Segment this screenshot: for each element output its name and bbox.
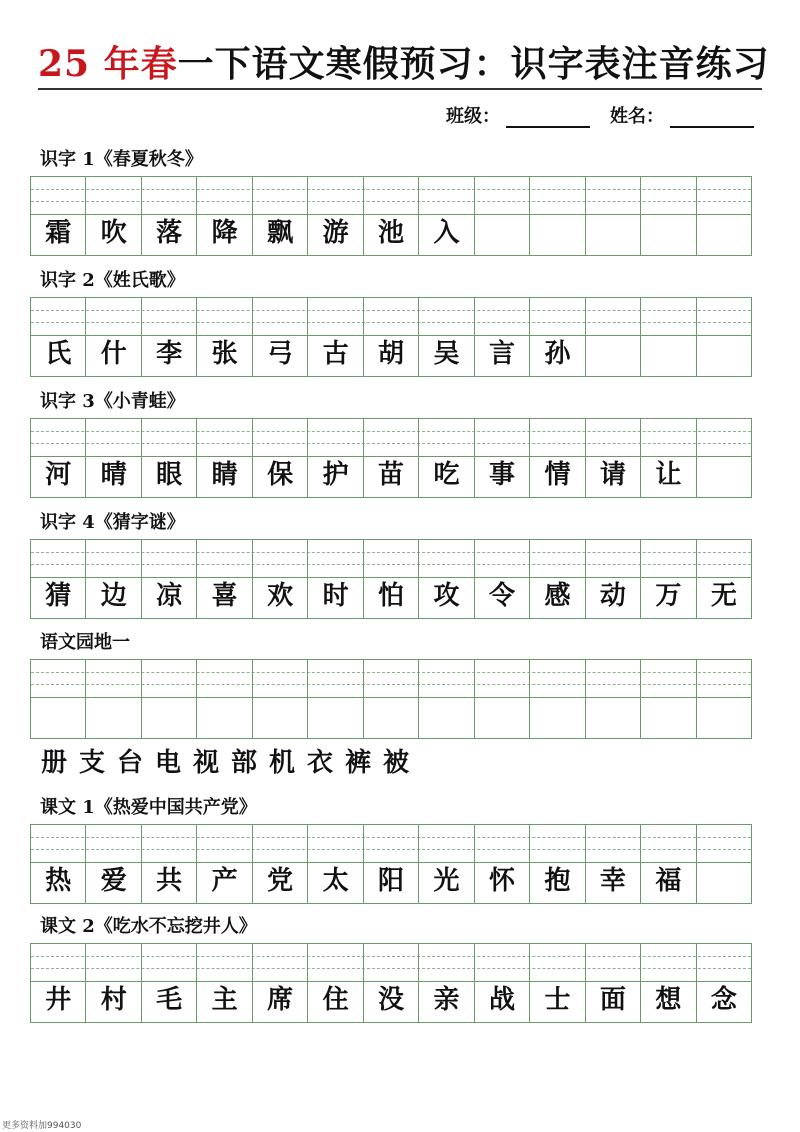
- grid-cells: [31, 825, 751, 903]
- hanzi-char: 令: [488, 581, 515, 611]
- title-text: 一下语文寒假预习：识字表注音练习: [177, 43, 770, 85]
- hanzi-char: 光: [433, 866, 460, 896]
- footer-note: 更多资料加994030: [2, 1121, 82, 1131]
- hanzi-char: 毛: [156, 985, 183, 1015]
- name-blank[interactable]: [670, 108, 754, 128]
- grid-cells: [31, 944, 751, 1022]
- grid-cell[interactable]: [253, 944, 308, 1022]
- title-year: 25 年春: [38, 43, 178, 85]
- grid-cells: [31, 660, 751, 738]
- grid-cell[interactable]: [31, 540, 86, 618]
- hanzi-char: 热: [45, 866, 72, 896]
- hanzi-char: 吹: [100, 218, 127, 248]
- section-label: 识字 2《姓氏歌》: [40, 270, 185, 291]
- grid-cell[interactable]: [641, 540, 696, 618]
- hanzi-char: 凉: [156, 581, 183, 611]
- section-label: 识字 1《春夏秋冬》: [40, 149, 203, 170]
- loose-char: 被: [382, 748, 409, 778]
- hanzi-char: 喜: [211, 581, 238, 611]
- writing-grid: [30, 824, 752, 904]
- grid-cell[interactable]: [308, 298, 363, 376]
- hanzi-char: 张: [211, 339, 238, 369]
- hanzi-char: 吃: [433, 460, 460, 490]
- hanzi-char: 池: [378, 218, 405, 248]
- hanzi-char: 保: [267, 460, 294, 490]
- grid-cell[interactable]: [86, 660, 141, 738]
- grid-cell[interactable]: [475, 298, 530, 376]
- hanzi-char: 霜: [45, 218, 72, 248]
- grid-cell[interactable]: [586, 419, 641, 497]
- hanzi-char: [475, 698, 529, 734]
- grid-cell[interactable]: [142, 825, 197, 903]
- hanzi-char: [586, 336, 640, 372]
- grid-cell[interactable]: [197, 177, 252, 255]
- grid-cell[interactable]: [142, 540, 197, 618]
- hanzi-char: 氏: [45, 339, 72, 369]
- hanzi-char: 抱: [544, 866, 571, 896]
- grid-cell[interactable]: [530, 419, 585, 497]
- grid-cell[interactable]: [308, 660, 363, 738]
- grid-cell[interactable]: [142, 298, 197, 376]
- grid-cell[interactable]: [308, 177, 363, 255]
- hanzi-char: 阳: [378, 866, 405, 896]
- grid-cell[interactable]: [475, 177, 530, 255]
- section-label: 课文 2《吃水不忘挖井人》: [40, 916, 257, 937]
- hanzi-char: [641, 215, 695, 251]
- grid-cell[interactable]: [475, 825, 530, 903]
- hanzi-char: 睛: [211, 460, 238, 490]
- hanzi-char: 吴: [433, 339, 460, 369]
- hanzi-char: 念: [710, 985, 737, 1015]
- section-label: 课文 1《热爱中国共产党》: [40, 797, 257, 818]
- grid-cell[interactable]: [364, 298, 419, 376]
- hanzi-char: [308, 698, 362, 734]
- grid-cell[interactable]: [586, 944, 641, 1022]
- hanzi-char: 怀: [488, 866, 515, 896]
- section-label: 语文园地一: [40, 632, 130, 653]
- hanzi-char: 席: [267, 985, 294, 1015]
- grid-cell[interactable]: [197, 825, 252, 903]
- loose-char: 视: [192, 748, 219, 778]
- hanzi-char: [364, 698, 418, 734]
- hanzi-char: 士: [544, 985, 571, 1015]
- class-blank[interactable]: [506, 108, 590, 128]
- hanzi-char: 想: [655, 985, 682, 1015]
- grid-cell[interactable]: [197, 944, 252, 1022]
- grid-cell[interactable]: [697, 660, 751, 738]
- grid-cells: [31, 298, 751, 376]
- grid-cell[interactable]: [586, 660, 641, 738]
- grid-cell[interactable]: [253, 298, 308, 376]
- grid-cell[interactable]: [419, 660, 474, 738]
- writing-grid: [30, 297, 752, 377]
- hanzi-char: 落: [156, 218, 183, 248]
- hanzi-char: 河: [45, 460, 72, 490]
- loose-char-row: [40, 742, 410, 779]
- grid-cell[interactable]: [197, 540, 252, 618]
- hanzi-char: [697, 698, 751, 734]
- grid-cell[interactable]: [641, 660, 696, 738]
- grid-cell[interactable]: [530, 540, 585, 618]
- grid-cell[interactable]: [641, 419, 696, 497]
- grid-cell[interactable]: [364, 419, 419, 497]
- grid-cell[interactable]: [364, 540, 419, 618]
- grid-cell[interactable]: [419, 825, 474, 903]
- grid-cell[interactable]: [31, 419, 86, 497]
- grid-cell[interactable]: [586, 540, 641, 618]
- grid-cell[interactable]: [697, 944, 751, 1022]
- hanzi-char: 胡: [378, 339, 405, 369]
- hanzi-char: 主: [211, 985, 238, 1015]
- grid-cell[interactable]: [31, 298, 86, 376]
- grid-cell[interactable]: [308, 944, 363, 1022]
- hanzi-char: [697, 863, 751, 899]
- grid-cell[interactable]: [586, 177, 641, 255]
- grid-cell[interactable]: [475, 419, 530, 497]
- hanzi-char: 村: [100, 985, 127, 1015]
- grid-cell[interactable]: [308, 540, 363, 618]
- hanzi-char: 事: [488, 460, 515, 490]
- hanzi-char: 眼: [156, 460, 183, 490]
- hanzi-char: 爱: [100, 866, 127, 896]
- grid-cell[interactable]: [86, 177, 141, 255]
- hanzi-char: 住: [322, 985, 349, 1015]
- hanzi-char: 晴: [100, 460, 127, 490]
- hanzi-char: 降: [211, 218, 238, 248]
- hanzi-char: 井: [45, 985, 72, 1015]
- hanzi-char: 战: [488, 985, 515, 1015]
- writing-grid: [30, 659, 752, 739]
- grid-cell[interactable]: [142, 177, 197, 255]
- grid-cell[interactable]: [530, 298, 585, 376]
- section-label: 识字 4《猜字谜》: [40, 512, 185, 533]
- hanzi-char: 什: [100, 339, 127, 369]
- grid-cell[interactable]: [86, 419, 141, 497]
- loose-char: 衣: [306, 748, 333, 778]
- section-label: 识字 3《小青蛙》: [40, 391, 185, 412]
- page-title: [38, 36, 770, 86]
- grid-cell[interactable]: [641, 177, 696, 255]
- grid-cell[interactable]: [697, 298, 751, 376]
- grid-cell[interactable]: [475, 540, 530, 618]
- hanzi-char: 游: [322, 218, 349, 248]
- hanzi-char: 李: [156, 339, 183, 369]
- grid-cell[interactable]: [86, 298, 141, 376]
- hanzi-char: 产: [211, 866, 238, 896]
- grid-cell[interactable]: [86, 825, 141, 903]
- writing-grid: [30, 418, 752, 498]
- grid-cell[interactable]: [253, 540, 308, 618]
- grid-cell[interactable]: [142, 660, 197, 738]
- hanzi-char: 亲: [433, 985, 460, 1015]
- hanzi-char: 欢: [267, 581, 294, 611]
- grid-cell[interactable]: [364, 825, 419, 903]
- grid-cell[interactable]: [364, 177, 419, 255]
- grid-cell[interactable]: [308, 825, 363, 903]
- grid-cell[interactable]: [475, 944, 530, 1022]
- grid-cells: [31, 177, 751, 255]
- grid-cell[interactable]: [86, 944, 141, 1022]
- grid-cells: [31, 540, 751, 618]
- loose-char: 机: [268, 748, 295, 778]
- hanzi-char: 共: [156, 866, 183, 896]
- grid-cell[interactable]: [419, 540, 474, 618]
- hanzi-char: [697, 215, 751, 251]
- name-label: 姓名：: [610, 106, 664, 127]
- grid-cell[interactable]: [31, 825, 86, 903]
- hanzi-char: 情: [544, 460, 571, 490]
- grid-cell[interactable]: [586, 298, 641, 376]
- grid-cell[interactable]: [31, 660, 86, 738]
- hanzi-char: 飘: [267, 218, 294, 248]
- class-name-fields: [446, 102, 754, 128]
- hanzi-char: 请: [599, 460, 626, 490]
- hanzi-char: 猜: [45, 581, 72, 611]
- grid-cell[interactable]: [253, 825, 308, 903]
- hanzi-char: 孙: [544, 339, 571, 369]
- grid-cell[interactable]: [641, 944, 696, 1022]
- hanzi-char: [586, 215, 640, 251]
- grid-cell[interactable]: [364, 944, 419, 1022]
- grid-cell[interactable]: [530, 177, 585, 255]
- grid-cell[interactable]: [697, 177, 751, 255]
- hanzi-char: [253, 698, 307, 734]
- grid-cell[interactable]: [641, 825, 696, 903]
- grid-cell[interactable]: [697, 825, 751, 903]
- grid-cell[interactable]: [586, 825, 641, 903]
- hanzi-char: [142, 698, 196, 734]
- grid-cell[interactable]: [142, 944, 197, 1022]
- grid-cell[interactable]: [419, 298, 474, 376]
- loose-char: 册: [40, 748, 67, 778]
- grid-cell[interactable]: [253, 177, 308, 255]
- hanzi-char: [641, 336, 695, 372]
- grid-cell[interactable]: [31, 944, 86, 1022]
- class-label: 班级：: [446, 106, 500, 127]
- grid-cell[interactable]: [197, 298, 252, 376]
- grid-cell[interactable]: [197, 419, 252, 497]
- hanzi-char: 苗: [378, 460, 405, 490]
- writing-grid: [30, 943, 752, 1023]
- grid-cell[interactable]: [530, 660, 585, 738]
- loose-char: 裤: [344, 748, 371, 778]
- hanzi-char: 怕: [378, 581, 405, 611]
- hanzi-char: [586, 698, 640, 734]
- hanzi-char: 没: [378, 985, 405, 1015]
- grid-cell[interactable]: [697, 540, 751, 618]
- grid-cell[interactable]: [142, 419, 197, 497]
- grid-cell[interactable]: [419, 177, 474, 255]
- grid-cell[interactable]: [530, 825, 585, 903]
- hanzi-char: 党: [267, 866, 294, 896]
- loose-char: 支: [78, 748, 105, 778]
- grid-cells: [31, 419, 751, 497]
- grid-cell[interactable]: [697, 419, 751, 497]
- hanzi-char: [530, 698, 584, 734]
- grid-cell[interactable]: [419, 419, 474, 497]
- hanzi-char: 动: [599, 581, 626, 611]
- hanzi-char: 太: [322, 866, 349, 896]
- hanzi-char: 古: [322, 339, 349, 369]
- grid-cell[interactable]: [197, 660, 252, 738]
- hanzi-char: 言: [488, 339, 515, 369]
- hanzi-char: 让: [655, 460, 682, 490]
- grid-cell[interactable]: [253, 419, 308, 497]
- title-rule: [38, 88, 762, 90]
- hanzi-char: 弓: [267, 339, 294, 369]
- hanzi-char: 入: [433, 218, 460, 248]
- grid-cell[interactable]: [308, 419, 363, 497]
- hanzi-char: 幸: [599, 866, 626, 896]
- writing-grid: [30, 539, 752, 619]
- writing-grid: [30, 176, 752, 256]
- hanzi-char: 时: [322, 581, 349, 611]
- grid-cell[interactable]: [86, 540, 141, 618]
- hanzi-char: [86, 698, 140, 734]
- grid-cell[interactable]: [475, 660, 530, 738]
- hanzi-char: 边: [100, 581, 127, 611]
- hanzi-char: 无: [710, 581, 737, 611]
- hanzi-char: 感: [544, 581, 571, 611]
- loose-char: 电: [154, 748, 181, 778]
- hanzi-char: 面: [599, 985, 626, 1015]
- hanzi-char: [475, 215, 529, 251]
- hanzi-char: 万: [655, 581, 682, 611]
- grid-cell[interactable]: [364, 660, 419, 738]
- hanzi-char: [31, 698, 85, 734]
- hanzi-char: [530, 215, 584, 251]
- hanzi-char: 护: [322, 460, 349, 490]
- hanzi-char: [197, 698, 251, 734]
- loose-char: 台: [116, 748, 143, 778]
- hanzi-char: [697, 457, 751, 493]
- grid-cell[interactable]: [419, 944, 474, 1022]
- loose-char: 部: [230, 748, 257, 778]
- hanzi-char: [419, 698, 473, 734]
- grid-cell[interactable]: [530, 944, 585, 1022]
- grid-cell[interactable]: [641, 298, 696, 376]
- hanzi-char: [697, 336, 751, 372]
- hanzi-char: 攻: [433, 581, 460, 611]
- hanzi-char: 福: [655, 866, 682, 896]
- grid-cell[interactable]: [253, 660, 308, 738]
- grid-cell[interactable]: [31, 177, 86, 255]
- hanzi-char: [641, 698, 695, 734]
